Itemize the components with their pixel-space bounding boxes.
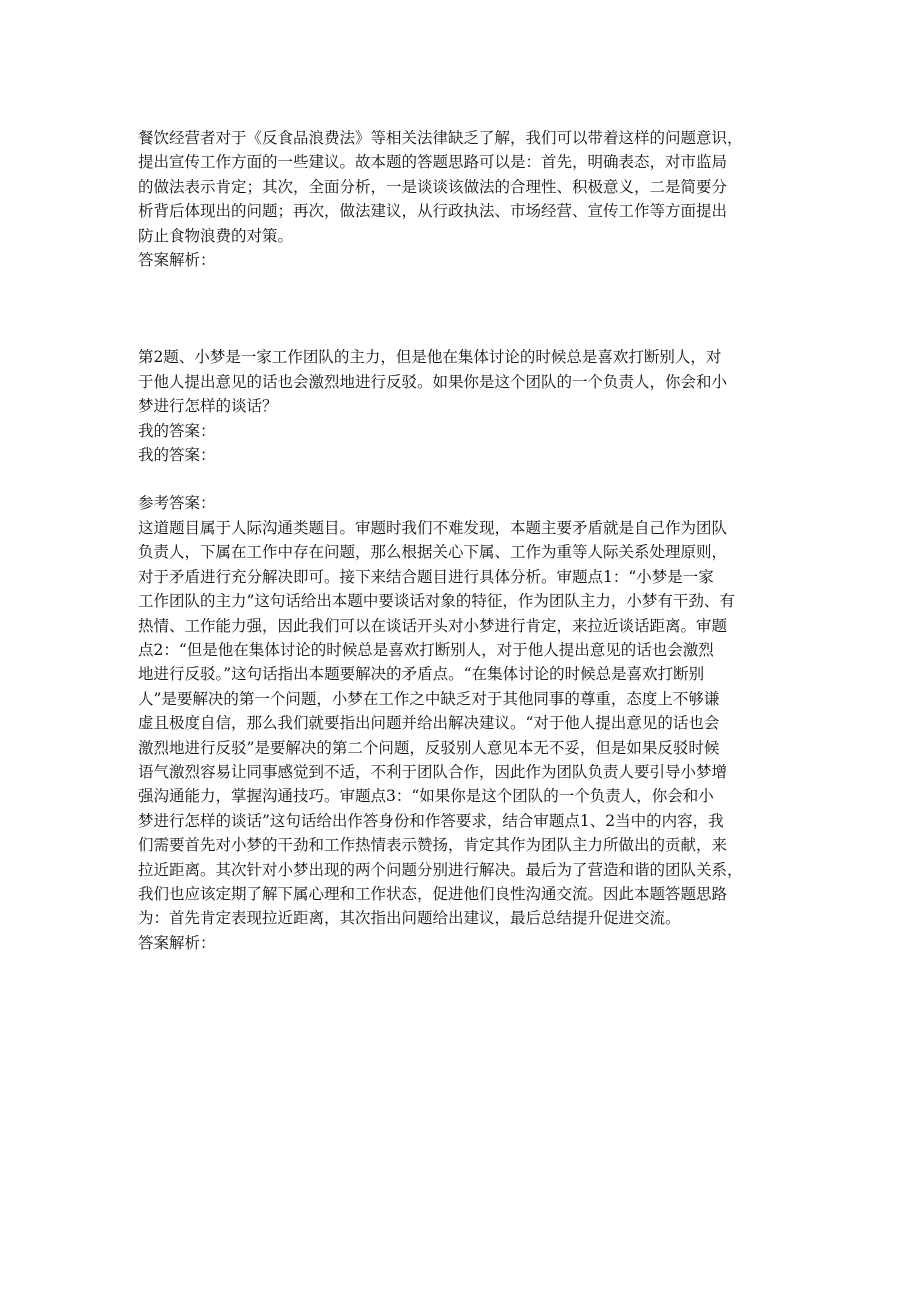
question-2-text: 第2题、小梦是一家工作团队的主力，但是他在集体讨论的时候总是喜欢打断别人，对 于他人提出意见的话也会激烈地进行反驳。如果你是这个团队的一个负责人，你会和小 梦进行怎样的谈话？ xyxy=(138,348,728,416)
spacer xyxy=(138,272,798,345)
answer-analysis-label-2: 答案解析： xyxy=(138,933,216,952)
my-answer-label-1: 我的答案： xyxy=(138,421,216,440)
spacer xyxy=(138,467,798,491)
reference-answer-label: 参考答案： xyxy=(138,494,216,513)
answer-analysis-label-1: 答案解析： xyxy=(138,251,216,270)
intro-paragraph: 餐饮经营者对于《反食品浪费法》等相关法律缺乏了解，我们可以带着这样的问题意识， 提出宣传工作方面的一些建议。故本题的答题思路可以是：首先，明确表态，对市监局 的做法表示肯定；其次，全面分析，一是谈谈该做法的合理性、积极意义，二是简要分 析背后体现出的问题；再次，做法建议，从行政执法、市场经营、宣传工作等方面提出 防止食物浪费的对策。 xyxy=(138,129,743,245)
my-answer-label-2: 我的答案： xyxy=(138,446,216,465)
document-page xyxy=(138,126,798,955)
reference-answer-paragraph: 这道题目属于人际沟通类题目。审题时我们不难发现，本题主要矛盾就是自己作为团队 负责人，下属在工作中存在问题，那么根据关心下属、工作为重等人际关系处理原则， 对于矛盾进行充分解决即可。接下来结合题目进行具体分析。审题点1：“小梦是一家 工作团队的主力”这句话给出本题中要谈话对象的特征，作为团队主力，小梦有干劲、有 热情、工作能力强，因此我们可以在谈话开头对小梦进行肯定，来拉近谈话距离。审题 点2：“但是他在集体讨论的时候总是喜欢打断别人，对于他人提出意见的话也会激烈 地进行反驳。”这句话指出本题要解决的矛盾点。“在集体讨论的时候总是喜欢打断别 人”是要解决的第一个问题，小梦在工作之中缺乏对于其他同事的尊重，态度上不够谦 虚且极度自信，那么我们就要指出问题并给出解决建议。“对于他人提出意见的话也会 激烈地进行反驳”是要解决的第二个问题，反驳别人意见本无不妥，但是如果反驳时候 语气激烈容易让同事感觉到不适，不利于团队合作，因此作为团队负责人要引导小梦增 强沟通能力，掌握沟通技巧。审题点3：“如果你是这个团队的一个负责人，你会和小 梦进行怎样的谈话”这句话给出作答身份和作答要求，结合审题点1、2当中的内容，我 们需要首先对小梦的干劲和工作热情表示赞扬，肯定其作为团队主力所做出的贡献，来 拉近距离。其次针对小梦出现的两个问题分别进行解决。最后为了营造和谐的团队关系， 我们也应该定期了解下属心理和工作状态，促进他们良性沟通交流。因此本题答题思路 为：首先肯定表现拉近距离，其次指出问题给出建议，最后总结提升促进交流。 xyxy=(138,518,743,928)
